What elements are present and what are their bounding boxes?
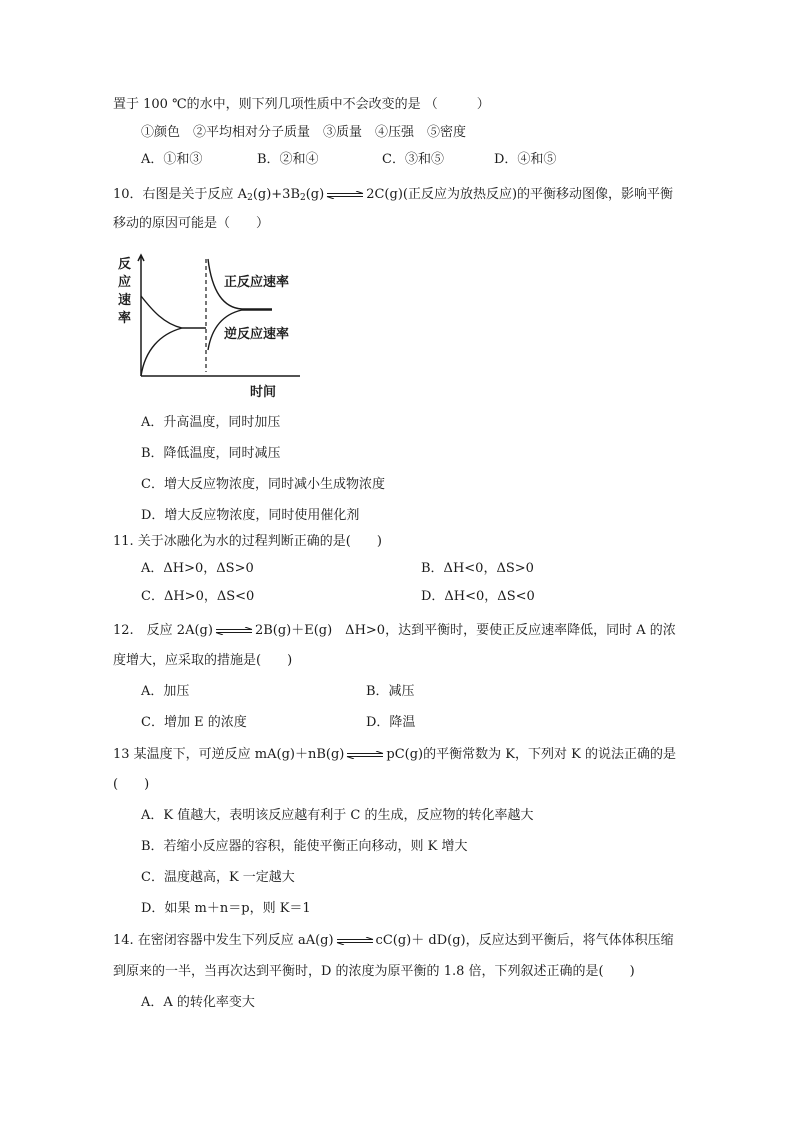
graph-ylabel-char-4: 率 bbox=[118, 311, 132, 326]
q9-stem: 置于 100 ℃的水中，则下列几项性质中不会改变的是 （ ） bbox=[113, 97, 490, 112]
q10-option-a: A．升高温度，同时加压 bbox=[141, 415, 281, 430]
q12-stem-prefix: 12. 反应 2A(g) bbox=[113, 623, 213, 638]
q12-stem-tail: 2B(g)＋E(g) ΔH>0，达到平衡时，要使正反应速率降低，同时 A 的浓 bbox=[254, 623, 676, 638]
q10-option-d: D．增大反应物浓度，同时使用催化剂 bbox=[141, 508, 360, 523]
q12-option-b: B．减压 bbox=[366, 684, 415, 699]
q10-stem bbox=[113, 186, 673, 207]
q11-option-c: C．ΔH>0，ΔS<0 bbox=[141, 589, 255, 604]
q14-option-a: A．A 的转化率变大 bbox=[141, 995, 255, 1010]
q13-stem-prefix: 13 某温度下，可逆反应 mA(g)＋nB(g) bbox=[113, 747, 345, 762]
q10-stem-mid2: (g) bbox=[305, 187, 325, 202]
q11-stem: 11. 关于冰融化为水的过程判断正确的是( ) bbox=[113, 534, 382, 549]
q13-option-d: D．如果 m＋n＝p，则 K＝1 bbox=[141, 901, 311, 916]
q10-sub-b: 2 bbox=[300, 193, 306, 203]
graph-ylabel-char-2: 应 bbox=[118, 275, 132, 290]
q13-stem-tail: pC(g)的平衡常数为 K，下列对 K 的说法正确的是 bbox=[386, 747, 676, 762]
graph-reverse-rate-label: 逆反应速率 bbox=[224, 327, 290, 342]
graph-ylabel-char-1: 反 bbox=[118, 257, 132, 272]
rate-time-graph bbox=[112, 252, 308, 404]
q14-stem-tail: cC(g)＋ dD(g)，反应达到平衡后，将气体体积压缩 bbox=[375, 933, 674, 948]
graph-reverse-rate-initial bbox=[141, 328, 182, 376]
q14-stem-prefix: 14. 在密闭容器中发生下列反应 aA(g) bbox=[113, 933, 334, 948]
q9-option-c: C．③和⑤ bbox=[382, 152, 444, 167]
q11-option-a: A．ΔH>0，ΔS>0 bbox=[141, 561, 254, 576]
q10-option-b: B．降低温度，同时减压 bbox=[141, 446, 281, 461]
reversible-arrow-icon bbox=[215, 627, 253, 635]
q9-option-d: D．④和⑤ bbox=[494, 152, 557, 167]
q12-option-d: D．降温 bbox=[366, 715, 416, 730]
q10-option-c: C．增大反应物浓度，同时减小生成物浓度 bbox=[141, 477, 385, 492]
q13-option-b: B．若缩小反应器的容积，能使平衡正向移动，则 K 增大 bbox=[141, 839, 468, 854]
q13-option-c: C．温度越高，K 一定越大 bbox=[141, 870, 295, 885]
q11-option-b: B．ΔH<0，ΔS>0 bbox=[421, 561, 534, 576]
q13-stem bbox=[113, 746, 676, 764]
q9-items: ①颜色 ②平均相对分子质量 ③质量 ④压强 ⑤密度 bbox=[141, 125, 467, 140]
q9-option-a: A．①和③ bbox=[141, 152, 203, 167]
q10-stem-tail: 2C(g)(正反应为放热反应)的平衡移动图像，影响平衡 bbox=[366, 187, 674, 202]
q14-stem-line2: 到原来的一半，当再次达到平衡时，D 的浓度为原平衡的 1.8 倍，下列叙述正确的是( ) bbox=[113, 964, 635, 979]
q12-option-c: C．增加 E 的浓度 bbox=[141, 715, 247, 730]
q13-option-a: A．K 值越大，表明该反应越有利于 C 的生成，反应物的转化率越大 bbox=[141, 808, 534, 823]
q13-stem-line2: ( ) bbox=[113, 777, 150, 792]
q10-sub-a: 2 bbox=[247, 193, 253, 203]
graph-xlabel: 时间 bbox=[250, 385, 277, 400]
graph-forward-rate-initial bbox=[141, 296, 206, 328]
q9-option-b: B．②和④ bbox=[257, 152, 319, 167]
q12-stem bbox=[113, 622, 676, 640]
equilibrium-arrow-icon bbox=[326, 191, 364, 199]
q14-stem bbox=[113, 932, 674, 950]
q12-stem-line2: 度增大，应采取的措施是( ) bbox=[113, 653, 293, 668]
graph-ylabel-char-3: 速 bbox=[118, 293, 132, 308]
reversible-arrow-icon bbox=[346, 751, 384, 759]
reversible-arrow-icon bbox=[336, 937, 374, 945]
q12-option-a: A．加压 bbox=[141, 684, 190, 699]
q10-stem-line2: 移动的原因可能是（ ） bbox=[113, 216, 270, 231]
q10-stem-mid1: (g)+3B bbox=[252, 187, 300, 202]
q10-stem-prefix: 10．右图是关于反应 A bbox=[113, 187, 248, 202]
graph-forward-rate-label: 正反应速率 bbox=[224, 275, 290, 290]
q11-option-d: D．ΔH<0，ΔS<0 bbox=[421, 589, 535, 604]
